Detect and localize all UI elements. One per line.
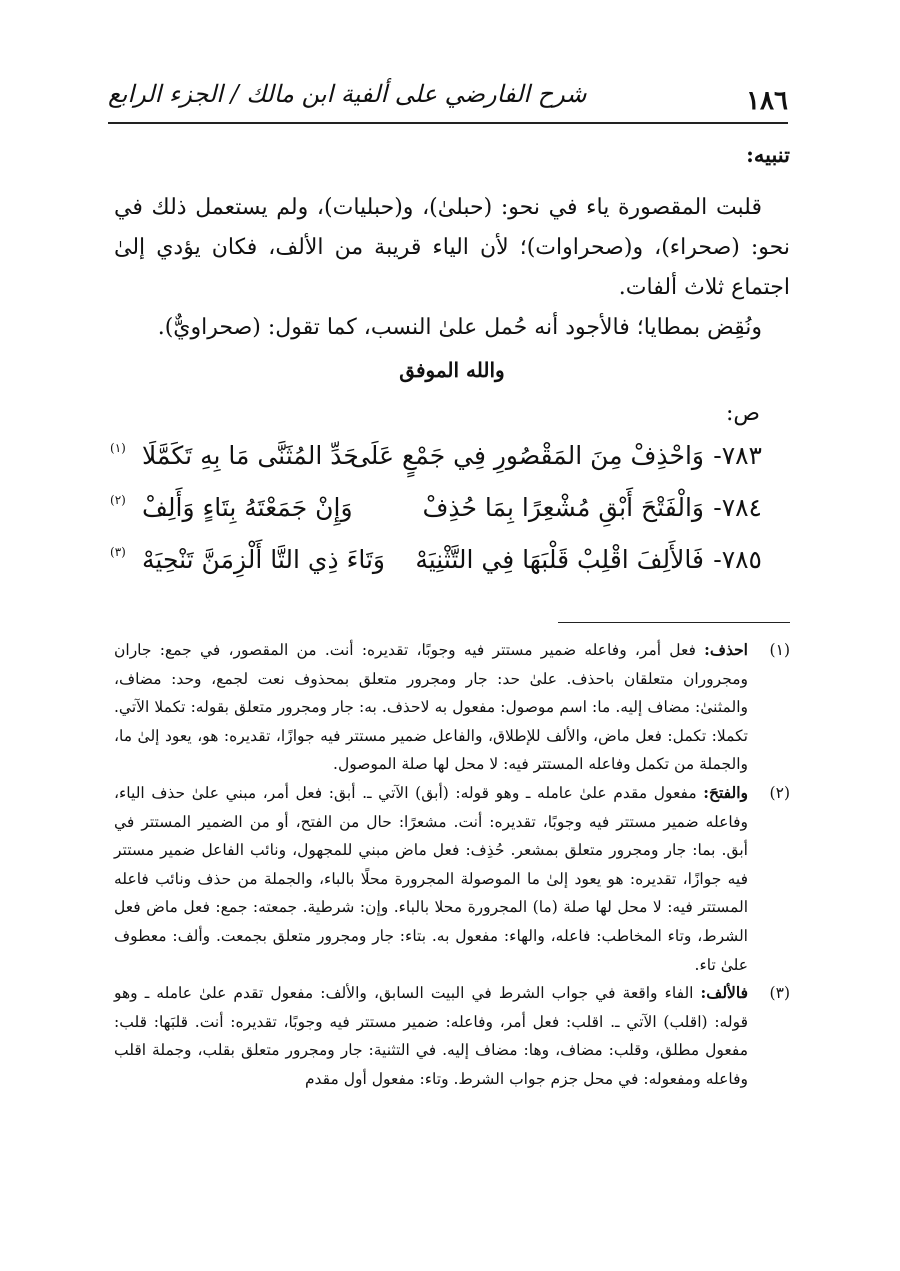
- footnote-lead: فالألف:: [700, 983, 749, 1003]
- page-header: [108, 70, 788, 124]
- verse-footnote-ref: (٣): [110, 545, 126, 559]
- main-text: [114, 140, 790, 436]
- footnote-3: [114, 979, 790, 1093]
- verse-785: [110, 534, 762, 586]
- verse-second-hemistich: حَدِّ المُثَنَّى مَا بِهِ تَكَمَّلَا: [142, 441, 359, 470]
- footnote-lead: والفتحَ:: [703, 782, 748, 802]
- running-title: شرح الفارضي على ألفية ابن مالك / الجزء الرابع: [108, 80, 587, 108]
- paragraph-1: قلبت المقصورة ياء في نحو: (حبلىٰ)، و(حبليات)، ولم يستعمل ذلك في نحو: (صحراء)، و(صحراوات)؛ لأن الياء قريبة من الألف، فكان يؤدي إلىٰ اجتماع ثلاث ألفات.: [114, 195, 790, 300]
- sad-marker: ص:: [725, 401, 760, 426]
- note-heading: تنبيه:: [746, 142, 790, 167]
- verse-first-hemistich: وَاحْذِفْ مِنَ المَقْصُورِ فِي جَمْعٍ عَلَى: [349, 441, 704, 470]
- verse-first-hemistich: وَالْفَتْحَ أَبْقِ مُشْعِرًا بِمَا حُذِفْ: [422, 493, 704, 522]
- footnotes: [114, 636, 790, 1094]
- footnote-text: [114, 636, 748, 779]
- footnote-divider: [558, 622, 790, 623]
- verse-first-hemistich: فَالأَلِفَ اقْلِبْ قَلْبَهَا فِي التَّثْنِيَهْ: [415, 545, 704, 574]
- verse-second-hemistich: وَتَاءَ ذِي التَّا أَلْزِمَنَّ تَنْحِيَهْ: [142, 545, 385, 574]
- verse-784: [110, 482, 762, 534]
- footnote-mark: (١): [769, 641, 790, 659]
- footnote-2: [114, 779, 790, 979]
- footnote-mark: (٣): [769, 984, 790, 1003]
- footnote-body: الفاء واقعة في جواب الشرط في البيت السابق، والألف: مفعول تقدم علىٰ عامله ـ وهو قوله: (اقلب) الآتي ـ. اقلب: فعل أمر، وفاعله: ضمير مستتر فيه وجوبًا، تقديره: أنت. قلبَها: قلب: مفعول مطلق، وقلب: مضاف، وها: مضاف إليه. في التثنية: جار ومجرور متعلق بقلب، وجملة اقلب وفاعله ومفعوله: في محل جزم جواب الشرط. وتاء: مفعول أول مقدم: [114, 984, 748, 1088]
- closing-phrase: والله الموفق: [399, 358, 505, 382]
- footnote-body: فعل أمر، وفاعله ضمير مستتر فيه وجوبًا، تقديره: أنت. من المقصور، في جمع: جاران ومجروران متعلقان باحذف. علىٰ حد: جار ومجرور متعلق بمحذوف نعت لجمع، وحد: مضاف، والمثنىٰ: مضاف إليه. ما: اسم موصول: مفعول به لاحذف. به: جار ومجرور متعلق بقوله: تكملا الآتي. تكملا: تكمل: فعل ماض، والألف للإطلاق، والفاعل ضمير مستتر فيه جوازًا، تقديره: هو، يعود إلىٰ ما، والجملة من تكمل وفاعله المستتر فيه: لا محل لها صلة الموصول.: [114, 641, 748, 774]
- verse-footnote-ref: (٢): [110, 493, 126, 507]
- verse-783: [110, 430, 762, 482]
- verse-block: [110, 430, 762, 586]
- verse-number: ٧٨٣-: [713, 441, 762, 470]
- footnote-mark: (٢): [769, 783, 790, 802]
- page-number: ١٨٦: [746, 86, 788, 116]
- footnote-text: [114, 779, 748, 979]
- footnote-body: مفعول مقدم علىٰ عامله ـ وهو قوله: (أبق) الآتي ـ. أبق: فعل أمر، مبني علىٰ حذف الياء، وفاعله ضمير مستتر فيه وجوبًا، تقديره: أنت. مشعرًا: حال من الفتح، أو من الضمير المستتر في أبق. بما: جار ومجرور متعلق بمشعر. حُذِف: فعل ماض مبني للمجهول، ونائب الفاعل ضمير مستتر فيه جوازًا، تقديره: هو يعود إلىٰ ما الموصولة المجرورة محلًا بالباء، والجملة من حذف ونائب فاعله المستتر فيه: لا محل لها صلة (ما) المجرورة محلا بالباء. وإن: شرطية. جمعته: جمع: فعل ماض فعل الشرط، وتاء المخاطب: فاعله، والهاء: مفعول به. بتاء: جار ومجرور متعلق بجمعت. وألف: معطوف علىٰ تاء.: [114, 783, 748, 974]
- verse-footnote-ref: (١): [110, 441, 126, 455]
- paragraph-2: ونُقِض بمطايا؛ فالأجود أنه حُمل علىٰ النسب، كما تقول: (صحراويٌّ).: [157, 315, 762, 340]
- verse-number: ٧٨٥-: [713, 545, 762, 574]
- verse-number: ٧٨٤-: [713, 493, 762, 522]
- footnote-lead: احذف:: [704, 640, 748, 659]
- footnote-1: [114, 636, 790, 779]
- footnote-text: [114, 979, 748, 1093]
- verse-second-hemistich: وَإِنْ جَمَعْتَهُ بِتَاءٍ وَأَلِفْ: [142, 493, 353, 522]
